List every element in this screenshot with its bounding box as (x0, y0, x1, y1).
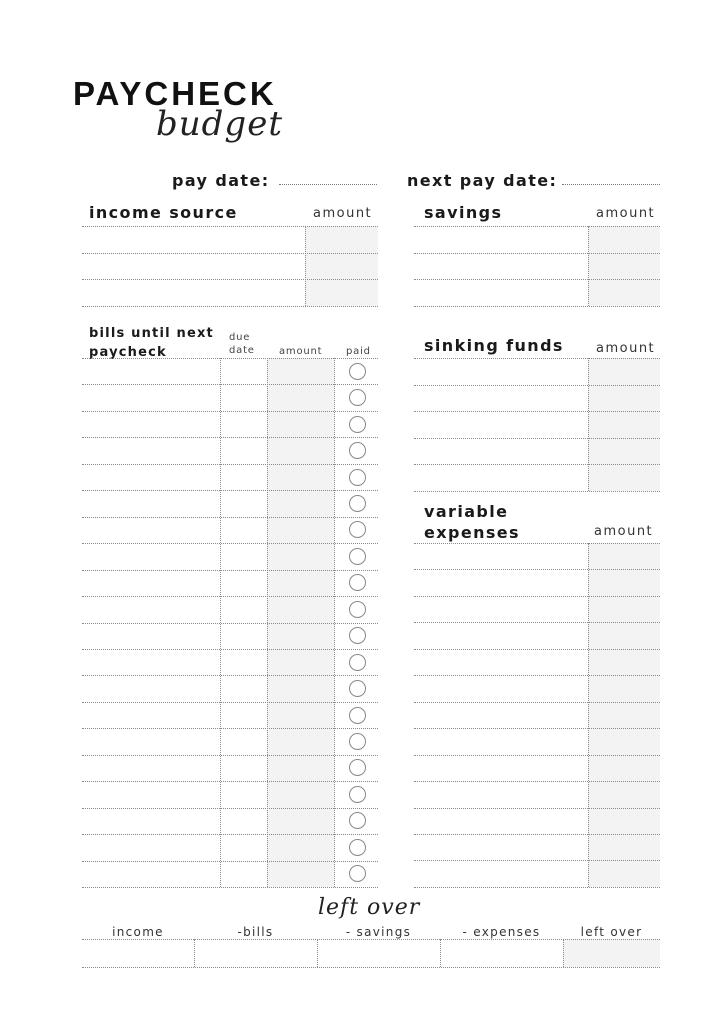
paid-checkbox[interactable] (349, 839, 366, 856)
paid-checkbox[interactable] (349, 733, 366, 750)
row-rule (82, 279, 378, 280)
pay-date-field[interactable] (279, 184, 377, 185)
paid-checkbox[interactable] (349, 363, 366, 380)
income-table[interactable] (82, 226, 378, 306)
row-rule (414, 887, 660, 888)
row-rule (414, 279, 660, 280)
income-source-heading: income source (89, 203, 238, 222)
row-rule (414, 834, 660, 835)
paid-checkbox[interactable] (349, 601, 366, 618)
paid-checkbox[interactable] (349, 865, 366, 882)
row-rule (414, 622, 660, 623)
sinking-amount-label: amount (596, 341, 656, 356)
row-rule (414, 860, 660, 861)
paid-checkbox[interactable] (349, 812, 366, 829)
bills-table[interactable] (82, 358, 378, 887)
amount-column[interactable] (588, 543, 660, 887)
row-rule (414, 306, 660, 307)
row-rule (414, 728, 660, 729)
due-date-label-line2: date (229, 345, 255, 356)
next-pay-date-label: next pay date: (407, 171, 558, 190)
row-rule (414, 411, 660, 412)
sinking-funds-heading: sinking funds (424, 336, 564, 355)
row-rule (414, 755, 660, 756)
column-rule (317, 939, 318, 967)
column-rule (334, 358, 335, 887)
row-rule (414, 808, 660, 809)
row-rule (82, 226, 378, 227)
paid-checkbox[interactable] (349, 548, 366, 565)
paid-checkbox[interactable] (349, 627, 366, 644)
row-rule (414, 649, 660, 650)
bills-amount-label: amount (279, 346, 323, 357)
savings-heading: savings (424, 203, 503, 222)
column-rule (267, 358, 268, 887)
row-rule (82, 887, 378, 888)
page-title: PAYCHECK (73, 75, 277, 112)
page-subtitle: budget (156, 104, 283, 144)
income-amount-label: amount (313, 206, 373, 221)
column-rule (563, 939, 564, 967)
variable-amount-label: amount (594, 524, 654, 539)
row-rule (414, 253, 660, 254)
variable-expenses-table[interactable] (414, 543, 660, 887)
leftover-col-savings: - savings (345, 925, 412, 939)
row-rule (414, 702, 660, 703)
row-rule (82, 306, 378, 307)
next-pay-date-field[interactable] (562, 184, 660, 185)
paid-checkbox[interactable] (349, 759, 366, 776)
paid-checkbox[interactable] (349, 442, 366, 459)
leftover-col-bills: -bills (237, 925, 274, 939)
due-date-label-line1: due (229, 332, 251, 343)
sinking-funds-table[interactable] (414, 358, 660, 491)
column-rule (588, 543, 589, 887)
bills-paid-label: paid (346, 346, 371, 357)
pay-date-label: pay date: (172, 171, 270, 190)
paid-checkbox[interactable] (349, 416, 366, 433)
amount-column[interactable] (305, 226, 378, 306)
row-rule (414, 675, 660, 676)
row-rule (414, 596, 660, 597)
column-rule (220, 358, 221, 887)
row-rule (414, 385, 660, 386)
savings-table[interactable] (414, 226, 660, 306)
row-rule (414, 438, 660, 439)
column-rule (194, 939, 195, 967)
paid-checkbox[interactable] (349, 521, 366, 538)
row-rule (414, 464, 660, 465)
bills-heading-line1: bills until next (89, 326, 214, 341)
paid-checkbox[interactable] (349, 574, 366, 591)
left-over-result-cell[interactable] (563, 939, 660, 967)
amount-column[interactable] (588, 358, 660, 491)
variable-expenses-heading-line1: variable (424, 502, 509, 521)
column-rule (305, 226, 306, 306)
amount-column[interactable] (588, 226, 660, 306)
paid-checkbox[interactable] (349, 654, 366, 671)
row-rule (414, 226, 660, 227)
row-rule (414, 358, 660, 359)
row-rule (82, 967, 660, 968)
column-rule (588, 358, 589, 491)
paid-checkbox[interactable] (349, 495, 366, 512)
paid-checkbox[interactable] (349, 469, 366, 486)
column-rule (440, 939, 441, 967)
bills-heading-line2: paycheck (89, 345, 167, 360)
paid-checkbox[interactable] (349, 680, 366, 697)
row-rule (82, 253, 378, 254)
row-rule (414, 781, 660, 782)
leftover-col-income: income (112, 925, 164, 939)
left-over-table[interactable] (82, 939, 660, 967)
row-rule (414, 491, 660, 492)
column-rule (588, 226, 589, 306)
savings-amount-label: amount (596, 206, 656, 221)
variable-expenses-heading-line2: expenses (424, 523, 520, 542)
paid-checkbox[interactable] (349, 707, 366, 724)
leftover-col-expenses: - expenses (462, 925, 541, 939)
paid-checkbox[interactable] (349, 786, 366, 803)
left-over-heading: left over (318, 895, 421, 920)
leftover-col-left-over: left over (580, 925, 643, 939)
paid-checkbox[interactable] (349, 389, 366, 406)
row-rule (414, 543, 660, 544)
row-rule (82, 939, 660, 940)
row-rule (414, 569, 660, 570)
